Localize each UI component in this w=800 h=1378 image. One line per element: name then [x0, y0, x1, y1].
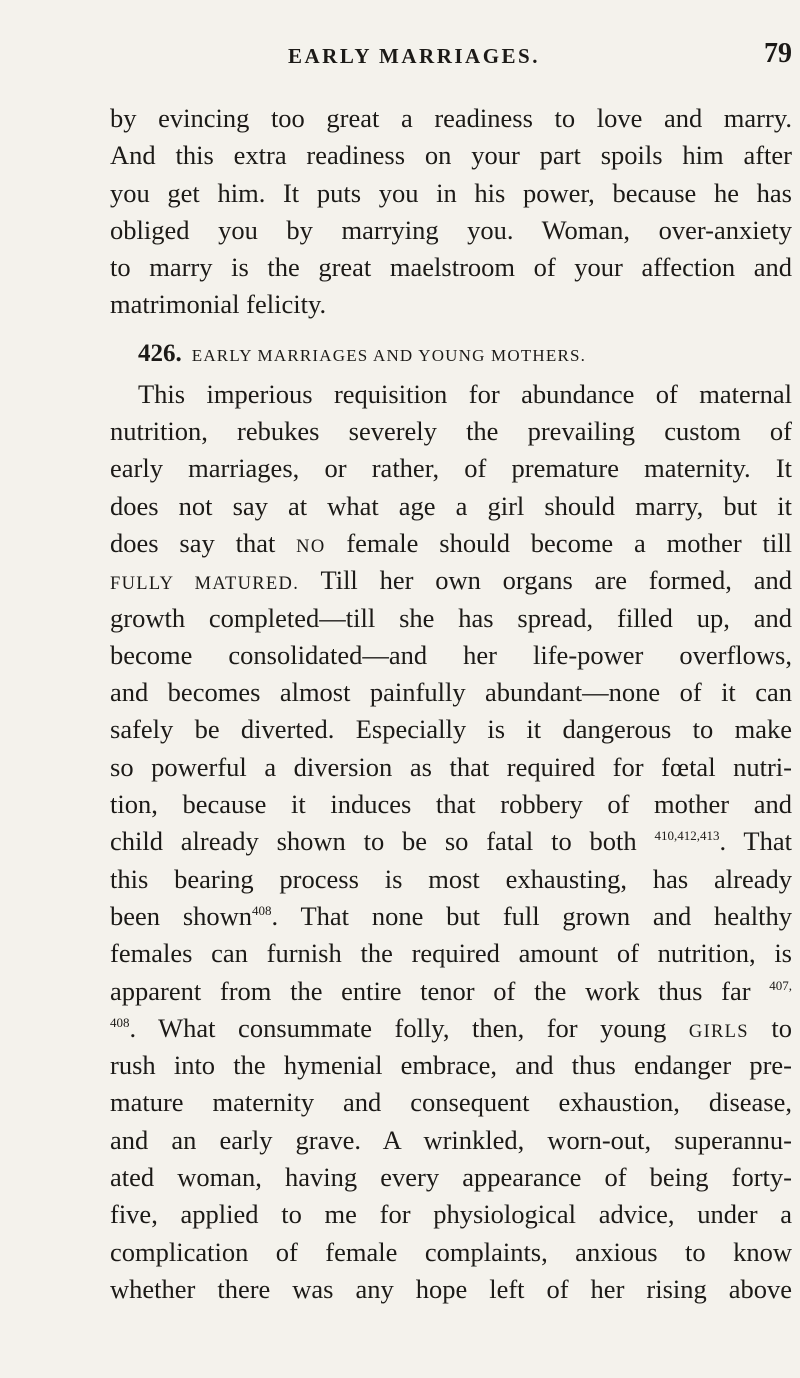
paragraph-1 [110, 100, 792, 324]
running-head [110, 38, 792, 78]
text-line: by evincing too great a readiness to love and marry. [110, 103, 792, 133]
text-line: females can furnish the required amount of nutrition, is [110, 938, 792, 969]
text-line: And this extra readiness on your part spoils him after [110, 140, 792, 171]
text-line: whether there was any hope left of her rising above [110, 1273, 792, 1304]
paragraph-2 [110, 376, 792, 1308]
footnote-ref: 407, [769, 977, 792, 993]
text-line: mature maternity and consequent exhaustion, disease, [110, 1087, 792, 1118]
text-run: . That [719, 826, 792, 857]
small-caps-text: FULLY MATURED. [110, 574, 300, 595]
text-run: does say that [110, 527, 297, 558]
text-line: become consolidated—and her life-power overflows, [110, 639, 792, 670]
small-caps-text: NO [296, 536, 326, 557]
section-heading [110, 328, 792, 376]
section-title: EARLY MARRIAGES AND YOUNG MOTHERS. [191, 345, 587, 365]
text-run: been shown [110, 900, 253, 931]
footnote-ref: 410,412,413 [654, 828, 720, 844]
section-number: 426. [138, 339, 182, 367]
text-line: complication of female complaints, anxious to know [110, 1236, 792, 1267]
text-line: does not say at what age a girl should marry, but it [110, 490, 792, 521]
text-line: ated woman, having every appearance of being forty- [110, 1162, 792, 1193]
text-line: and becomes almost painfully abundant—none of it can [110, 677, 792, 708]
text-line: safely be diverted. Especially is it dangerous to make [110, 714, 792, 745]
small-caps-text: GIRLS [688, 1021, 749, 1042]
text-line: nutrition, rebukes severely the prevailing custom of [110, 416, 792, 447]
text-line: so powerful a diversion as that required for fœtal nutri- [110, 751, 792, 782]
text-line [110, 562, 792, 599]
text-line: tion, because it induces that robbery of mother and [110, 789, 792, 820]
text-line: rush into the hymenial embrace, and thus endanger pre- [110, 1050, 792, 1081]
text-run: to [748, 1012, 792, 1043]
running-title: EARLY MARRIAGES. [288, 44, 540, 68]
text-line: growth completed—till she has spread, filled up, and [110, 602, 792, 633]
page-number: 79 [764, 38, 792, 69]
text-line [110, 525, 792, 562]
text-run: child already shown to be so fatal to both [110, 826, 655, 857]
text-line: This imperious requisition for abundance of maternal [138, 378, 792, 409]
text-line [110, 898, 792, 935]
footnote-ref: 408 [110, 1015, 130, 1030]
text-line [110, 973, 792, 1010]
footnote-ref: 408 [252, 903, 272, 919]
text-line: five, applied to me for physiological advice, under a [110, 1199, 792, 1230]
text-line: and an early grave. A wrinkled, worn-out, superannu- [110, 1124, 792, 1155]
text-run: Till her own organs are formed, and [299, 565, 792, 596]
text-line [110, 1010, 792, 1047]
text-line: early marriages, or rather, of premature maternity. It [110, 453, 792, 484]
text-run: female should become a mother till [325, 527, 792, 558]
text-run: . What consummate folly, then, for young [129, 1012, 689, 1043]
text-line [110, 823, 792, 860]
text-line: matrimonial felicity. [110, 289, 327, 320]
body-text [110, 100, 792, 1308]
text-line: you get him. It puts you in his power, because he has [110, 177, 792, 208]
text-run: apparent from the entire tenor of the work thus far [110, 975, 770, 1006]
text-line: this bearing process is most exhausting, has already [110, 863, 792, 894]
text-line: to marry is the great maelstroom of your affection and [110, 252, 792, 283]
text-line: obliged you by marrying you. Woman, over-anxiety [110, 214, 792, 245]
text-run: . That none but full grown and healthy [271, 900, 792, 931]
